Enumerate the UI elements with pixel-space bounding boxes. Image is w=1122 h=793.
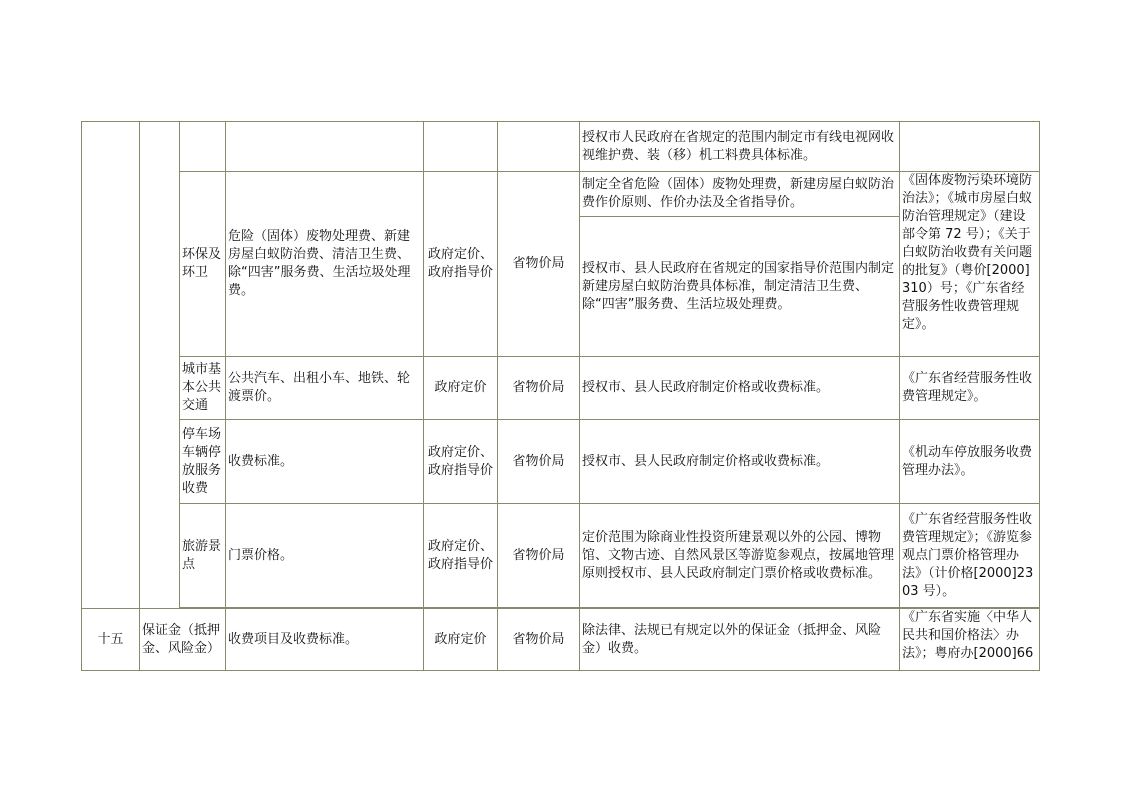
content-cell: 收费标准。: [226, 420, 424, 504]
scope-cell: 定价范围为除商业性投资所建景观以外的公园、博物馆、文物古迹、自然风景区等游览参观点，按属地管理原则授权市、县人民政府制定门票价格或收费标准。: [580, 504, 900, 608]
category-cell: 旅游景点: [180, 504, 226, 608]
item-cell: 保证金（抵押金、风险金）: [140, 609, 226, 671]
authority-cell: 省物价局: [498, 357, 580, 420]
category-cell: [180, 122, 226, 172]
basis-cell: 《广东省实施〈中华人民共和国价格法〉办法》；粤府办[2000]66: [900, 609, 1040, 671]
authority-cell: 省物价局: [498, 609, 580, 671]
table-row: [82, 504, 1040, 608]
authority-cell: 省物价局: [498, 420, 580, 504]
content-cell: [226, 122, 424, 172]
table-row: [82, 357, 1040, 420]
scope-cell: 授权市、县人民政府在省规定的国家指导价范围内制定新建房屋白蚁防治费具体标准，制定清洁卫生费、除“四害”服务费、生活垃圾处理费。: [580, 217, 900, 357]
scope-cell: 制定全省危险（固体）废物处理费，新建房屋白蚁防治费作价原则、作价办法及全省指导价。: [580, 172, 900, 217]
scope-cell: 授权市人民政府在省规定的范围内制定市有线电视网收视维护费、装（移）机工料费具体标准。: [580, 122, 900, 172]
category-cell: 城市基本公共交通: [180, 357, 226, 420]
number-cell-continued: [82, 122, 140, 609]
content-cell: 危险（固体）废物处理费、新建房屋白蚁防治费、清洁卫生费、除“四害”服务费、生活垃圾处理费。: [226, 172, 424, 357]
content-cell: 收费项目及收费标准。: [226, 609, 424, 671]
scope-cell: 除法律、法规已有规定以外的保证金（抵押金、风险金）收费。: [580, 609, 900, 671]
table-row: [82, 609, 1040, 671]
basis-cell: [900, 122, 1040, 172]
table-row: [82, 420, 1040, 504]
category-cell: 停车场车辆停放服务收费: [180, 420, 226, 504]
authority-cell: 省物价局: [498, 504, 580, 608]
scope-cell: 授权市、县人民政府制定价格或收费标准。: [580, 357, 900, 420]
form-cell: 政府定价: [424, 609, 498, 671]
basis-cell: 《机动车停放服务收费管理办法》。: [900, 420, 1040, 504]
basis-cell: 《广东省经营服务性收费管理规定》。: [900, 357, 1040, 420]
item-cell-continued: [140, 122, 180, 609]
scope-cell: 授权市、县人民政府制定价格或收费标准。: [580, 420, 900, 504]
form-cell: [424, 122, 498, 172]
form-cell: 政府定价: [424, 357, 498, 420]
content-cell: 公共汽车、出租小车、地铁、轮渡票价。: [226, 357, 424, 420]
price-catalog-table: [81, 121, 1040, 671]
form-cell: 政府定价、政府指导价: [424, 420, 498, 504]
number-cell: 十五: [82, 609, 140, 671]
form-cell: 政府定价、政府指导价: [424, 504, 498, 608]
basis-cell: 《广东省经营服务性收费管理规定》；《游览参观点门票价格管理办法》（计价格[2000]2303 号）。: [900, 504, 1040, 608]
table-row: [82, 172, 1040, 217]
form-cell: 政府定价、政府指导价: [424, 172, 498, 357]
authority-cell: [498, 122, 580, 172]
table-row: [82, 122, 1040, 172]
category-cell: 环保及环卫: [180, 172, 226, 357]
content-cell: 门票价格。: [226, 504, 424, 608]
basis-cell: 《固体废物污染环境防治法》；《城市房屋白蚁防治管理规定》（建设部令第 72 号）；《关于白蚁防治收费有关问题的批复》（粤价[2000]310）号；《广东省经营服务性收费管理规定》。: [900, 172, 1040, 357]
authority-cell: 省物价局: [498, 172, 580, 357]
